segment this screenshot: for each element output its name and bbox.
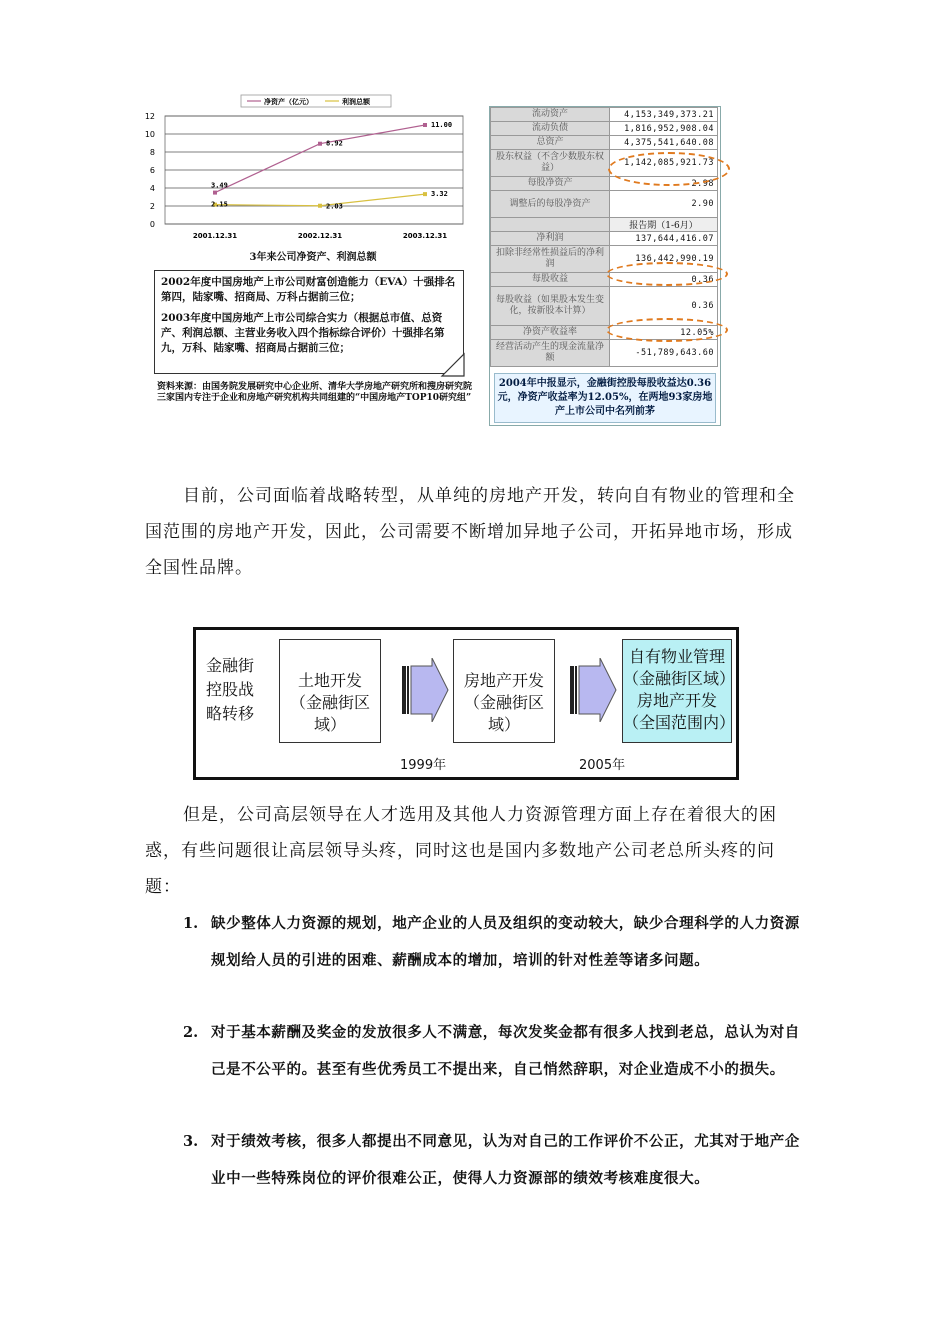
list-item-number: 1. xyxy=(183,915,199,932)
x-tick-label: 2002.12.31 xyxy=(297,232,343,240)
financial-note: 2004年中报显示，金融街控股每股收益达0.36元，净资产收益率为12.05%，在两地93家房地产上市公司中名列前茅 xyxy=(494,373,716,423)
table-cell-value: 0.36 xyxy=(610,287,718,326)
table-cell-value: 2.98 xyxy=(610,177,718,191)
table-cell-value: 1,142,085,921.73 xyxy=(610,150,718,177)
table-cell-value: -51,789,643.60 xyxy=(610,340,718,367)
table-cell-label: 流动负债 xyxy=(491,122,610,136)
list-item xyxy=(183,1123,808,1197)
stage3-line3: 房地产开发 xyxy=(636,691,717,710)
chart-legend xyxy=(241,95,391,107)
highlight-oval xyxy=(608,152,730,186)
list-item xyxy=(183,1014,808,1088)
table-cell-label: 经营活动产生的现金流量净额 xyxy=(491,340,610,367)
data-label: 2.15 xyxy=(211,200,228,209)
callout-text-2003: 2003年度中国房地产上市公司综合实力（根据总市值、总资产、利润总额、主营业务收入四个指标综合评价）十强排名第九，万科、陆家嘴、招商局占据前三位； xyxy=(161,312,445,354)
table-cell-value: 4,375,541,640.08 xyxy=(610,136,718,150)
table-cell-value: 报告期（1-6月） xyxy=(610,218,718,232)
table-row xyxy=(491,122,718,136)
callout-curl-icon xyxy=(440,352,470,378)
table-cell-value: 4,153,349,373.21 xyxy=(610,108,718,122)
stage3-line1: 自有物业管理 xyxy=(628,647,725,666)
table-cell-label: 扣除非经常性损益后的净利润 xyxy=(491,246,610,273)
source-note: 资料来源：由国务院发展研究中心企业所、清华大学房地产研究所和搜房研究院三家国内专注于企业和房地产研究机构共同组建的“中国房地产TOP10研究组” xyxy=(157,382,473,403)
table-row xyxy=(491,340,718,367)
table-row xyxy=(491,191,718,218)
y-tick-label: 0 xyxy=(149,220,155,229)
line-chart xyxy=(143,92,473,272)
table-cell-label: 净资产收益率 xyxy=(491,326,610,340)
stage-realestate-sub: （金融街区域） xyxy=(463,693,544,734)
table-cell-label: 流动资产 xyxy=(491,108,610,122)
data-label: 11.00 xyxy=(431,121,453,129)
table-cell-label: 每股收益 xyxy=(491,273,610,287)
x-tick-label: 2003.12.31 xyxy=(402,232,448,240)
table-row xyxy=(491,218,718,232)
table-row xyxy=(491,108,718,122)
x-tick-label: 2001.12.31 xyxy=(192,232,238,240)
table-cell-value: 2.90 xyxy=(610,191,718,218)
table-cell-value: 1,816,952,908.04 xyxy=(610,122,718,136)
table-cell-value: 137,644,416.07 xyxy=(610,232,718,246)
year-1999: 1999年 xyxy=(400,758,447,773)
list-item-text: 对于基本薪酬及奖金的发放很多人不满意，每次发奖金都有很多人找到老总，总认为对自己是不公平的。甚至有些优秀员工不提出来，自己悄然辞职，对企业造成不小的损失。 xyxy=(211,1024,800,1078)
arrow-right-icon xyxy=(402,658,450,722)
stage-real-estate-development xyxy=(453,639,555,743)
x-axis-ticks xyxy=(193,232,447,240)
data-point xyxy=(318,142,322,146)
table-cell-value: 136,442,990.19 xyxy=(610,246,718,273)
table-cell-label: 每股收益（如果股本发生变化，按新股本计算） xyxy=(491,287,610,326)
stage-property-management xyxy=(622,639,736,743)
stage3-line2: （金融街区域） xyxy=(623,669,736,688)
paragraph-problems-text: 但是，公司高层领导在人才选用及其他人力资源管理方面上存在着很大的困惑，有些问题很让高层领导头疼，同时这也是国内多数地产公司老总所头疼的问题： xyxy=(145,805,777,897)
stage-land-development xyxy=(279,639,381,743)
list-item-number: 2. xyxy=(183,1024,199,1041)
list-item xyxy=(183,905,808,979)
paragraph-strategy-text: 目前，公司面临着战略转型，从单纯的房地产开发，转向自有物业的管理和全国范围的房地产开发，因此，公司需要不断增加异地子公司，开拓异地市场，形成全国性品牌。 xyxy=(145,486,795,578)
year-2005: 2005年 xyxy=(579,758,626,773)
paragraph-problems xyxy=(145,797,807,905)
highlight-oval xyxy=(606,262,728,286)
table-row xyxy=(491,232,718,246)
highlight-oval xyxy=(606,318,728,342)
table-cell-label: 每股净资产 xyxy=(491,177,610,191)
data-label: 3.32 xyxy=(431,190,448,199)
y-tick-label: 8 xyxy=(149,148,155,157)
table-cell-label: 净利润 xyxy=(491,232,610,246)
arrow-right-icon xyxy=(570,658,618,722)
diagram-company-label: 金融街控股战略转移 xyxy=(206,656,255,723)
y-tick-label: 10 xyxy=(144,130,155,139)
y-axis-ticks xyxy=(145,112,155,229)
table-cell-label: 股东权益（不含少数股东权益） xyxy=(491,150,610,177)
data-point xyxy=(423,192,427,196)
data-point xyxy=(423,123,427,127)
strategy-diagram xyxy=(193,627,739,780)
legend-label: 利润总额 xyxy=(342,98,370,106)
callout-text-2002: 2002年度中国房地产上市公司财富创造能力（EVA）十强排名第四，陆家嘴、招商局、万科占据前三位； xyxy=(161,276,456,303)
legend-label: 净资产（亿元） xyxy=(264,98,313,106)
data-label: 2.03 xyxy=(326,202,343,211)
y-tick-label: 6 xyxy=(149,166,155,175)
data-point xyxy=(318,204,322,208)
stage-realestate-title: 房地产开发 xyxy=(463,671,544,690)
table-cell-label: 调整后的每股净资产 xyxy=(491,191,610,218)
data-label: 8.92 xyxy=(326,139,343,148)
y-tick-label: 2 xyxy=(149,202,155,211)
table-cell-value: 0.36 xyxy=(610,273,718,287)
paragraph-strategy xyxy=(145,478,807,586)
list-item-text: 对于绩效考核，很多人都提出不同意见，认为对自己的工作评价不公正，尤其对于地产企业中一些特殊岗位的评价很难公正，使得人力资源部的绩效考核难度很大。 xyxy=(211,1133,800,1187)
data-label: 3.49 xyxy=(211,181,228,190)
table-cell-label: 总资产 xyxy=(491,136,610,150)
table-cell-label xyxy=(491,218,610,232)
list-item-text: 缺少整体人力资源的规划，地产企业的人员及组织的变动较大，缺少合理科学的人力资源规划给人员的引进的困难、薪酬成本的增加，培训的针对性差等诸多问题。 xyxy=(211,915,800,969)
table-row xyxy=(491,136,718,150)
y-tick-label: 12 xyxy=(144,112,155,121)
stage3-line4: （全国范围内） xyxy=(623,713,736,732)
chart-title: 3年来公司净资产、利润总额 xyxy=(249,252,377,263)
stage-land-title: 土地开发 xyxy=(297,671,362,690)
chart-grid xyxy=(165,116,463,224)
stage-land-sub: （金融街区域） xyxy=(289,693,370,734)
table-cell-value: 12.05% xyxy=(610,326,718,340)
data-point xyxy=(213,191,217,195)
list-item-number: 3. xyxy=(183,1133,199,1150)
y-tick-label: 4 xyxy=(149,184,155,193)
ranking-callout xyxy=(154,270,464,374)
